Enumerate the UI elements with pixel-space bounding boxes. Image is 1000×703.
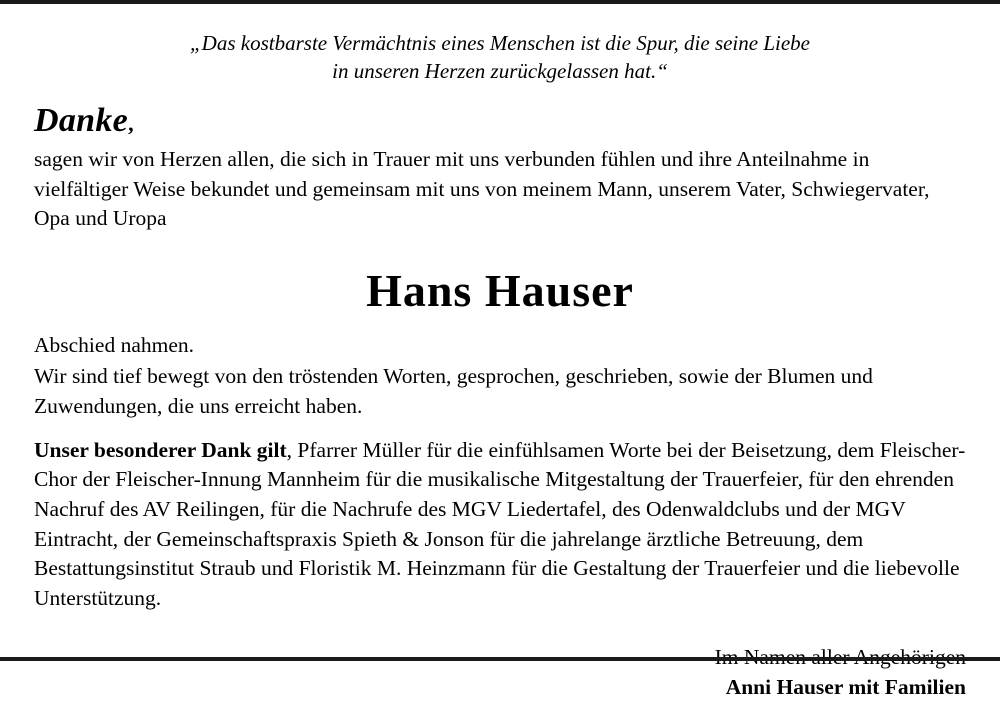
- memorial-quote: [34, 30, 966, 86]
- intro-paragraph: sagen wir von Herzen allen, die sich in Trauer mit uns verbunden fühlen und ihre Anteilnahme in vielfältiger Weise bekundet und gemeinsam mit uns von meinem Mann, unserem Vater, Schwiegervater, Opa und Uropa: [34, 146, 930, 231]
- notice-content: [0, 4, 1000, 703]
- danke-word: Danke: [34, 101, 129, 139]
- moved-paragraph: Wir sind tief bewegt von den tröstenden Worten, gesprochen, geschrieben, sowie der Blumen und Zuwendungen, die uns erreicht haben.: [34, 364, 873, 419]
- deceased-name: Hans Hauser: [366, 264, 634, 316]
- special-thanks-paragraph: [34, 436, 966, 614]
- signer-name: Anni Hauser mit Familien: [725, 675, 966, 700]
- closing-block: [34, 642, 966, 703]
- farewell-line: Abschied nahmen.: [34, 332, 195, 357]
- quote-line-2: in unseren Herzen zurückgelassen hat.“: [332, 58, 668, 83]
- danke-heading: [34, 101, 966, 139]
- danke-comma: ,: [128, 110, 134, 136]
- thanks-body: , Pfarrer Müller für die einfühlsamen Worte bei der Beisetzung, dem Fleischer-Chor der Fleischer-Innung Mannheim für die musikalische Mitgestaltung der Trauerfeier, für den ehrenden Nachruf des AV Reilingen, für die Nachrufe des MGV Liedertafel, des Odenwaldclubs und der MGV Eintracht, der Gemeinschaftspraxis Spieth & Jonson für die jahrelange ärztliche Betreuung, dem Bestattungsinstitut Straub und Floristik M. Heinzmann für die Gestaltung der Trauerfeier und die liebevolle Unterstützung.: [34, 437, 966, 611]
- bottom-border-rule: [0, 657, 1000, 661]
- thanks-lead: Unser besonderer Dank gilt: [34, 437, 287, 462]
- quote-line-1: „Das kostbarste Vermächtnis eines Menschen ist die Spur, die seine Liebe: [190, 31, 810, 55]
